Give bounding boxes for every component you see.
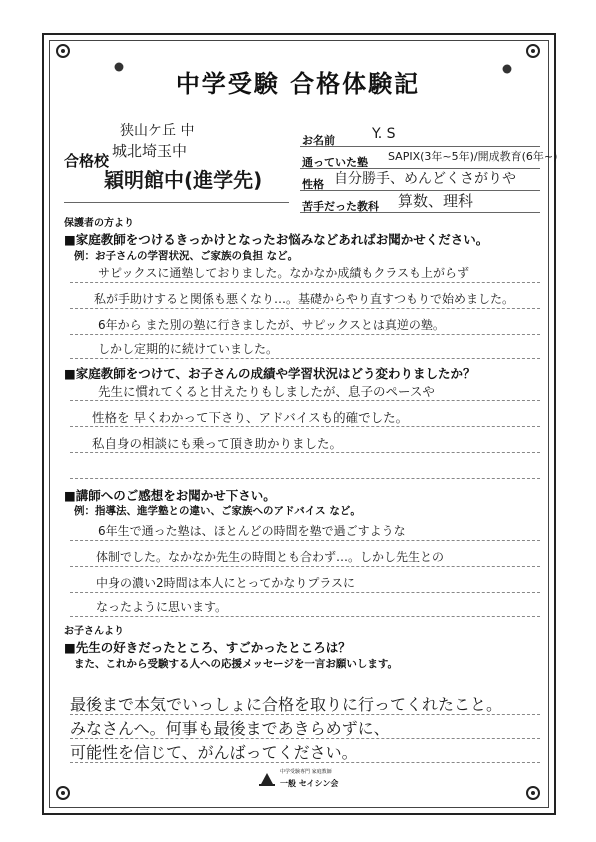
weak-subject-value: 算数、理科 — [398, 192, 474, 210]
company-logo — [258, 768, 338, 794]
answer-line — [70, 308, 540, 309]
divider — [300, 146, 540, 147]
divider — [300, 212, 540, 213]
question-3: ■講師へのご感想をお聞かせ下さい。 — [64, 488, 276, 503]
page-title: 中学受験 合格体験記 — [175, 69, 421, 98]
flourish-icon — [522, 40, 544, 62]
answer-3-line: 6年生で通った塾は、ほとんどの時間を塾で過ごすような — [98, 524, 406, 538]
answer-line — [70, 478, 540, 479]
answer-line — [70, 282, 540, 283]
child-question: ■先生の好きだったところ、すごかったところは？ — [64, 640, 351, 655]
answer-line — [70, 592, 540, 593]
answer-line — [70, 400, 540, 401]
weak-subject-label: 苦手だった教科 — [302, 200, 379, 213]
child-question-sub: また、これから受験する人への応援メッセージを一言お願いします。 — [74, 658, 399, 670]
school-2: 城北埼玉中 — [112, 142, 188, 160]
guardian-section-label: 保護者の方より — [64, 218, 134, 229]
logo-tagline: 中学受験専門 家庭教師 — [280, 769, 332, 775]
question-1: ■家庭教師をつけるきっかけとなったお悩みなどあればお聞かせください。 — [64, 232, 489, 247]
answer-line — [70, 334, 540, 335]
answer-1-line: サピックスに通塾しておりました。なかなか成績もクラスも上がらず — [98, 266, 470, 280]
school-label: 合格校 — [64, 152, 110, 170]
child-section-label: お子さんより — [64, 626, 124, 637]
school-underline — [64, 202, 289, 203]
answer-line — [70, 452, 540, 453]
answer-line — [70, 616, 540, 617]
child-answer-line: みなさんへ。何事も最後まであきらめずに、 — [70, 719, 390, 738]
logo-icon — [258, 770, 276, 788]
flourish-icon — [522, 782, 544, 804]
flourish-icon — [52, 782, 74, 804]
answer-line — [70, 426, 540, 427]
answer-3-line: 体制でした。なかなか先生の時間とも合わず…。しかし先生との — [96, 550, 445, 564]
logo-name: 一般 セイシン会 — [280, 779, 339, 788]
flourish-icon — [52, 40, 74, 62]
name-value: Y. S — [372, 126, 396, 142]
answer-1-line: 6年から また別の塾に行きましたが、サピックスとは真逆の塾。 — [98, 318, 445, 332]
answer-2-line: 性格を 早くわかって下さり、アドバイスも的確でした。 — [92, 410, 409, 425]
answer-line — [70, 566, 540, 567]
child-answer-line: 可能性を信じて、がんばってください。 — [70, 743, 358, 762]
child-answer-line: 最後まで本気でいっしょに合格を取りに行ってくれたこと。 — [70, 695, 503, 714]
answer-1-line: 私が手助けすると関係も悪くなり…。基礎からやり直すつもりで始めました。 — [94, 292, 515, 306]
answer-line — [70, 540, 540, 541]
answer-line — [70, 358, 540, 359]
cram-value: SAPIX(3年~5年)/開成教育(6年~) — [388, 150, 558, 163]
question-3-example: 例：指導法、進学塾との違い、ご家族へのアドバイス など。 — [74, 505, 361, 517]
name-label: お名前 — [302, 134, 335, 147]
answer-2-line: 私自身の相談にも乗って頂き助かりました。 — [92, 436, 343, 451]
question-2: ■家庭教師をつけて、お子さんの成績や学習状況はどう変わりましたか？ — [64, 366, 476, 381]
school-3: 穎明館中(進学先) — [104, 168, 263, 192]
school-1: 狭山ケ丘 中 — [120, 123, 195, 139]
question-1-example: 例：お子さんの学習状況、ご家族の負担 など。 — [74, 250, 299, 262]
personality-value: 自分勝手、めんどくさがりや — [334, 171, 516, 187]
answer-2-line: 先生に慣れてくると甘えたりもしましたが、息子のペースや — [98, 384, 435, 399]
personality-label: 性格 — [302, 178, 324, 191]
answer-3-line: なったように思います。 — [96, 600, 228, 614]
answer-3-line: 中身の濃い2時間は本人にとってかなりプラスに — [96, 576, 356, 590]
cram-label: 通っていた塾 — [302, 156, 368, 169]
answer-1-line: しかし定期的に続けていました。 — [98, 342, 279, 356]
